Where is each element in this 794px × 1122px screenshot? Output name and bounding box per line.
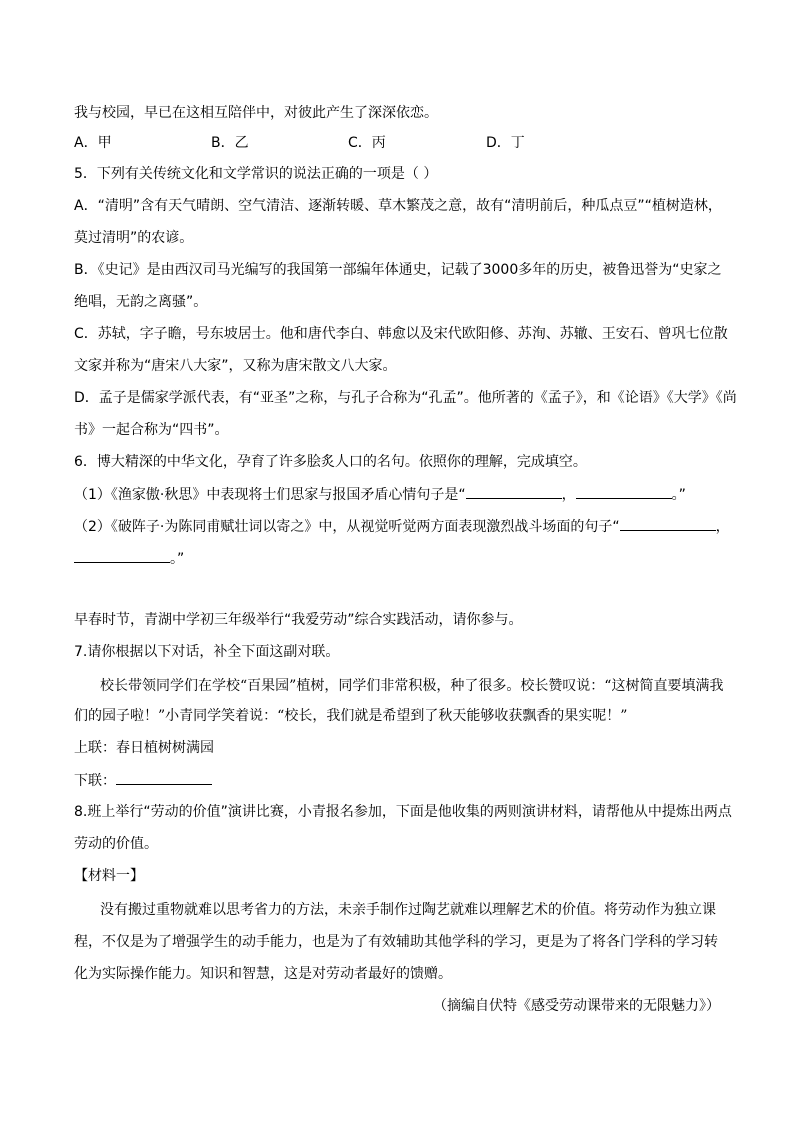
q6-part1-text: （1）《渔家傲·秋思》中表现将士们思家与报国矛盾心情句子是“ [74, 487, 466, 503]
q7-stem: 7.请你根据以下对话，补全下面这副对联。 [74, 644, 340, 660]
q6-part2-continued [74, 548, 184, 569]
q8-stem-line1: 8.班上举行“劳动的价值”演讲比赛，小青报名参加，下面是他收集的两则演讲材料，请帮他从中提炼出两点 [74, 804, 732, 820]
q4-option-b: B．乙 [211, 135, 249, 151]
material-one-line1: 没有搬过重物就难以思考省力的方法，未亲手制作过陶艺就难以理解艺术的价值。将劳动作为独立课 [100, 902, 716, 918]
q4-option-a: A．甲 [74, 135, 112, 151]
q7-lower-couplet [74, 770, 212, 791]
q6-part1 [74, 484, 686, 505]
material-one-line2: 程，不仅是为了增强学生的动手能力，也是为了有效辅助其他学科的学习，更是为了将各门学科的学习转 [74, 934, 718, 950]
material-one-source: （摘编自伏特《感受劳动课带来的无限魅力》） [433, 998, 720, 1014]
q8-stem-line2: 劳动的价值。 [74, 836, 158, 852]
q4-option-d: D．丁 [486, 135, 525, 151]
q5-stem: 5．下列有关传统文化和文学常识的说法正确的一项是（ ） [74, 166, 438, 182]
q6-part2-separator: ， [715, 519, 730, 535]
q5-option-d-line2: 书》一起合称为“四书”。 [74, 422, 229, 438]
q5-option-a-line2: 莫过清明”的农谚。 [74, 230, 194, 246]
q7-dialog-line1: 校长带领同学们在学校“百果园”植树，同学们非常积极，种了很多。校长赞叹说：“这树简直要填满我 [100, 678, 724, 694]
q5-option-d-line1: D．孟子是儒家学派代表，有“亚圣”之称，与孔子合称为“孔孟”。他所著的《孟子》，和《论语》《大学》《尚 [74, 390, 737, 406]
q7-lower-blank[interactable] [116, 770, 212, 785]
q7-upper-couplet: 上联：春日植树树满园 [74, 740, 214, 756]
q5-option-b-line1: B．《史记》是由西汉司马光编写的我国第一部编年体通史，记载了3000多年的历史，被鲁迅誉为“史家之 [74, 262, 722, 278]
q6-part1-separator: ， [561, 487, 576, 503]
activity-intro: 早春时节，青湖中学初三年级举行“我爱劳动”综合实践活动，请你参与。 [74, 612, 523, 628]
q4-tail: 我与校园，早已在这相互陪伴中，对彼此产生了深深依恋。 [74, 105, 438, 121]
q5-option-c-line2: 文家并称为“唐宋八大家”，又称为唐宋散文八大家。 [74, 358, 397, 374]
q6-stem: 6．博大精深的中华文化，孕育了许多脍炙人口的名句。依照你的理解，完成填空。 [74, 454, 587, 470]
q4-option-c: C．丙 [348, 135, 386, 151]
q5-option-b-line2: 绝唱，无韵之离骚”。 [74, 294, 208, 310]
q6-part2-blank1[interactable] [620, 516, 716, 531]
q5-option-c-line1: C．苏轼，字子瞻，号东坡居士。他和唐代李白、韩愈以及宋代欧阳修、苏洵、苏辙、王安石、曾巩七位散 [74, 326, 728, 342]
q6-part2-end: 。” [170, 551, 185, 567]
q6-part1-blank1[interactable] [466, 484, 562, 499]
q6-part2-blank2[interactable] [74, 548, 170, 563]
q6-part1-end: 。” [671, 487, 686, 503]
q7-lower-label: 下联： [74, 773, 116, 789]
q6-part2-text: （2）《破阵子·为陈同甫赋壮词以寄之》中，从视觉听觉两方面表现激烈战斗场面的句子“ [74, 519, 620, 535]
q7-dialog-line2: 们的园子啦！”小青同学笑着说：“校长，我们就是希望到了秋天能够收获飘香的果实呢！” [74, 708, 628, 724]
q6-part2 [74, 516, 730, 537]
q5-option-a-line1: A．“清明”含有天气晴朗、空气清洁、逐渐转暖、草木繁茂之意，故有“清明前后，种瓜点豆”“植树造林， [74, 198, 722, 214]
q6-part1-blank2[interactable] [576, 484, 672, 499]
material-one-title: 【材料一】 [74, 868, 144, 884]
material-one-line3: 化为实际操作能力。知识和智慧，这是对劳动者最好的馈赠。 [74, 966, 452, 982]
